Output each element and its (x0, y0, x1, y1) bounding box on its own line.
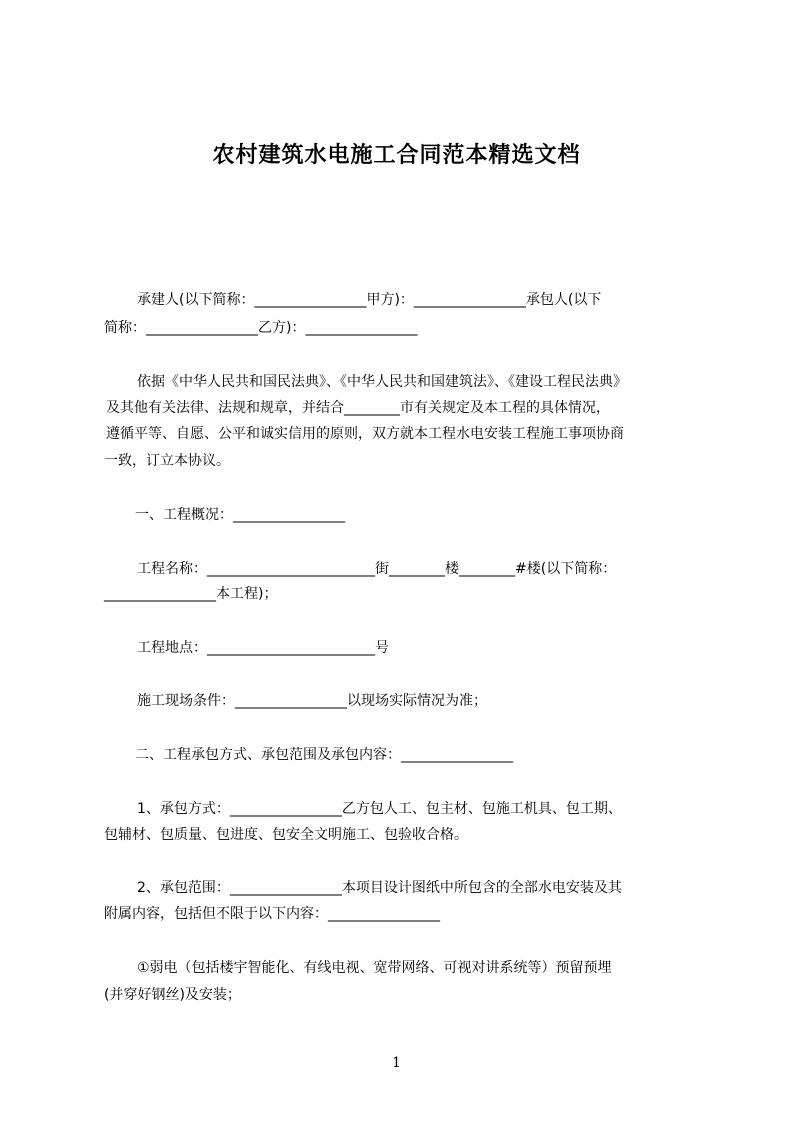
basis-line-1: 依据《中华人民共和国民法典》、《中华人民共和国建筑法》、《建设工程民法典》 (137, 374, 627, 390)
contract-scope-line-1: 2、承包范围：________________本项目设计图纸中所包含的全部水电安装及其 (137, 880, 622, 896)
page-number: 1 (392, 1055, 401, 1071)
section-1-heading: 一、工程概况：________________ (135, 507, 345, 523)
project-name-line-1: 工程名称：________________________街________楼________#楼(以下简称： (137, 561, 617, 577)
basis-line-3: 遵循平等、自愿、公平和诚实信用的原则，双方就本工程水电安装工程施工事项协商 (106, 426, 624, 442)
section-2-heading: 二、工程承包方式、承包范围及承包内容：________________ (135, 747, 513, 763)
basis-line-4: 一致，订立本协议。 (104, 453, 230, 469)
site-conditions: 施工现场条件：________________以现场实际情况为准； (137, 693, 487, 709)
weak-current-line-1: ①弱电（包括楼宇智能化、有线电视、宽带网络、可视对讲系统等）预留预埋 (137, 960, 612, 976)
basis-line-2: 及其他有关法律、法规和规章，并结合________市有关规定及本工程的具体情况， (106, 400, 610, 416)
parties-line-1: 承建人(以下简称：________________甲方)：________________承包人(以下 (137, 292, 602, 308)
document-title: 农村建筑水电施工合同范本精选文档 (212, 143, 581, 168)
contract-method-line-1: 1、承包方式：________________乙方包人工、包主材、包施工机具、包工期、 (137, 801, 622, 817)
project-name-line-2: ________________本工程)； (104, 586, 278, 602)
weak-current-line-2: (并穿好钢丝)及安装； (104, 987, 241, 1003)
project-location: 工程地点：________________________号 (137, 640, 389, 656)
parties-line-2: 简称：________________乙方)：________________ (104, 320, 418, 336)
contract-method-line-2: 包辅材、包质量、包进度、包安全文明施工、包验收合格。 (104, 827, 468, 843)
contract-scope-line-2: 附属内容，包括但不限于以下内容：________________ (104, 906, 440, 922)
